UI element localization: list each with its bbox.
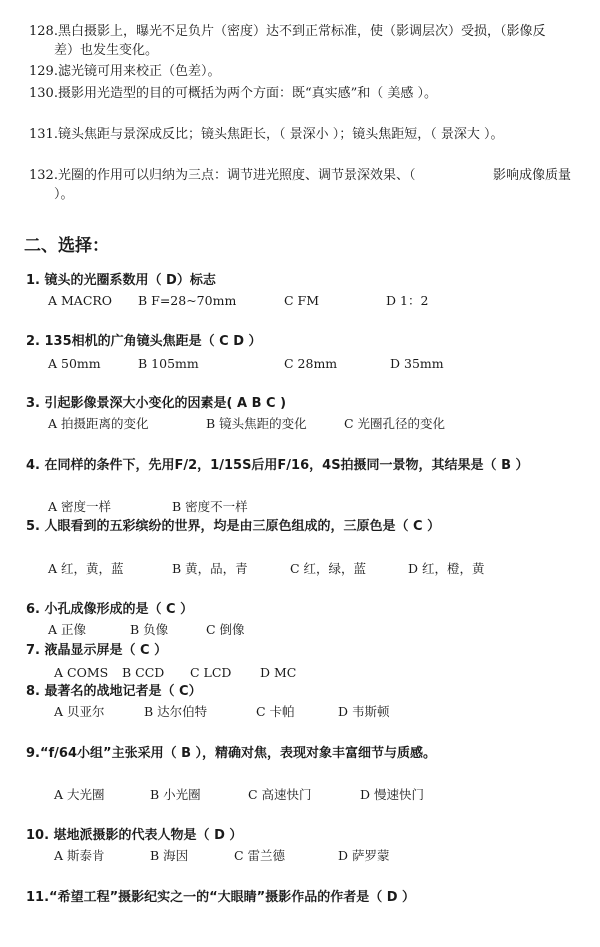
- choice-q2: 2. 135相机的广角镜头焦距是（ C D ）: [26, 334, 262, 349]
- option: C 雷兰德: [234, 848, 286, 863]
- option: B 密度不一样: [172, 499, 248, 514]
- choice-q1-options: [48, 293, 428, 309]
- choice-q10: 10. 堪地派摄影的代表人物是（ D ）: [26, 828, 243, 843]
- option: B 镜头焦距的变化: [206, 416, 307, 431]
- choice-q10-options: [54, 848, 390, 864]
- option: B 105mm: [138, 356, 199, 371]
- option: D 1：2: [386, 293, 429, 308]
- q132-line1: 132.光圈的作用可以归纳为三点：调节进光照度、调节景深效果、（: [29, 168, 416, 183]
- option: A MACRO: [48, 293, 113, 308]
- choice-q3-options: [48, 416, 445, 432]
- option: C 28mm: [284, 356, 338, 371]
- q128-line2: 差）也发生变化。: [54, 43, 159, 58]
- option: B 黄，品，青: [172, 561, 248, 576]
- q130-text: 130.摄影用光造型的目的可概括为两个方面：既“真实感”和（ 美感 ）。: [29, 86, 438, 101]
- option: A 斯泰肯: [54, 848, 105, 863]
- option: A 正像: [48, 622, 87, 637]
- option: B 海因: [150, 848, 189, 863]
- option: C 卡帕: [256, 704, 295, 719]
- option: A 大光圈: [54, 787, 105, 802]
- option: C FM: [284, 293, 320, 308]
- option: B 小光圈: [150, 787, 201, 802]
- option: D 红，橙，黄: [408, 561, 485, 576]
- option: A 拍摄距离的变化: [48, 416, 149, 431]
- option: A 密度一样: [48, 499, 112, 514]
- choice-q2-options: [48, 356, 444, 372]
- choice-q6-options: [48, 622, 245, 638]
- option: A 红，黄，蓝: [48, 561, 124, 576]
- option: B 负像: [130, 622, 169, 637]
- option: D 萨罗蒙: [338, 848, 390, 863]
- choice-q6: 6. 小孔成像形成的是（ C ）: [26, 602, 194, 617]
- section-heading: 二、选择：: [24, 236, 109, 256]
- q129-text: 129.滤光镜可用来校正（色差）。: [29, 64, 221, 79]
- option: C 倒像: [206, 622, 245, 637]
- choice-q7: 7. 液晶显示屏是（ C ）: [26, 643, 168, 658]
- option: D MC: [260, 665, 297, 680]
- option: A 贝亚尔: [54, 704, 105, 719]
- choice-q5: 5. 人眼看到的五彩缤纷的世界，均是由三原色组成的，三原色是（ C ）: [26, 519, 441, 534]
- choice-q7-options: [54, 665, 296, 681]
- choice-q1: 1. 镜头的光圈系数用（ D）标志: [26, 273, 216, 288]
- option: D 35mm: [390, 356, 444, 371]
- choice-q11: 11.“希望工程”摄影纪实之一的“大眼睛”摄影作品的作者是（ D ）: [26, 890, 416, 905]
- option: D 韦斯顿: [338, 704, 390, 719]
- option: C LCD: [190, 665, 232, 680]
- choice-q9-options: [54, 787, 424, 803]
- option: B 达尔伯特: [144, 704, 208, 719]
- option: B CCD: [122, 665, 165, 680]
- option: D 慢速快门: [360, 787, 424, 802]
- choice-q4: 4. 在同样的条件下，先用F/2，1/15S后用F/16，4S拍摄同一景物，其结果是（ B ）: [26, 458, 529, 473]
- choice-q4-options: [48, 499, 248, 515]
- option: A COMS: [54, 665, 109, 680]
- q131-text: 131.镜头焦距与景深成反比；镜头焦距长，（ 景深小 ）；镜头焦距短，（ 景深大 ）。: [29, 127, 504, 142]
- choice-q8-options: [54, 704, 390, 720]
- q132-line2: ）。: [54, 187, 74, 202]
- choice-q3: 3. 引起影像景深大小变化的因素是( A B C ): [26, 396, 287, 411]
- choice-q5-options: [48, 561, 485, 577]
- option: A 50mm: [48, 356, 101, 371]
- option: C 光圈孔径的变化: [344, 416, 446, 431]
- option: C 高速快门: [248, 787, 312, 802]
- option: C 红，绿，蓝: [290, 561, 367, 576]
- q132-answer: 影响成像质量: [493, 168, 572, 183]
- choice-q9: 9.“f/64小组”主张采用（ B ），精确对焦，表现对象丰富细节与质感。: [26, 746, 437, 761]
- option: B F=28~70mm: [138, 293, 237, 308]
- q128-line1: 128.黑白摄影上，曝光不足负片（密度）达不到正常标准，使（影调层次）受损，（影像反: [29, 24, 546, 39]
- choice-q8: 8. 最著名的战地记者是（ C）: [26, 684, 202, 699]
